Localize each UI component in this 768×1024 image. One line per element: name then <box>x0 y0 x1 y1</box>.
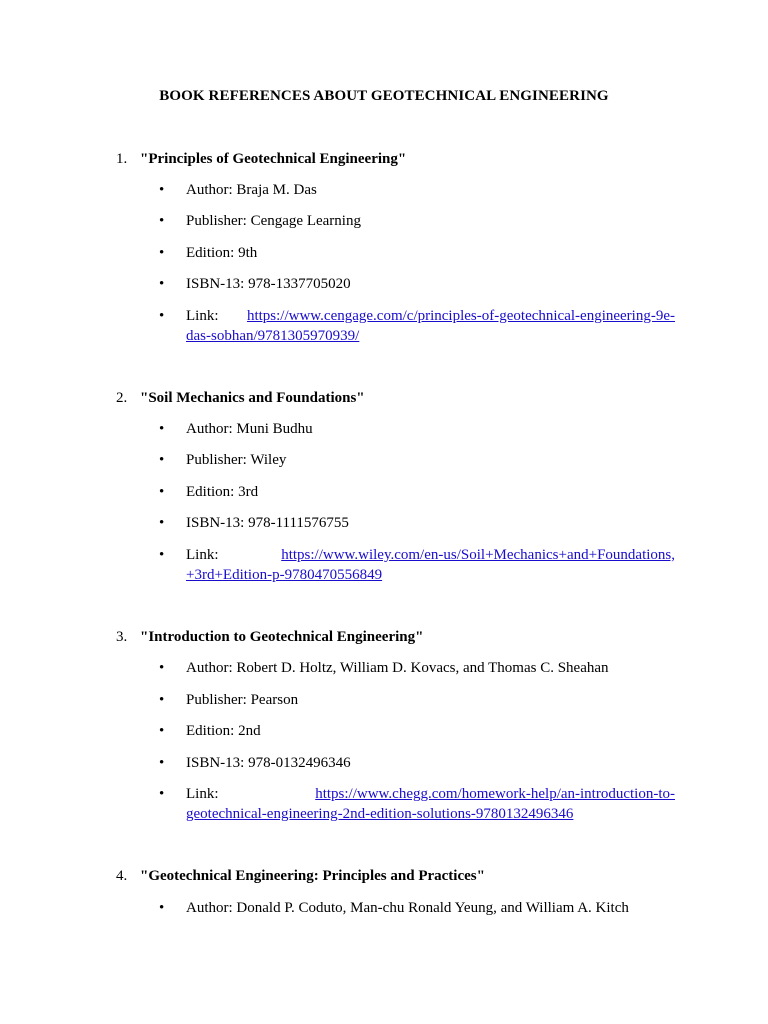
book-3-author: • Author: Robert D. Holtz, William D. Kovacs, and Thomas C. Sheahan <box>159 660 609 676</box>
bullet-icon: • <box>159 213 165 229</box>
book-heading-3 <box>116 627 423 647</box>
bullet-icon: • <box>159 660 165 676</box>
book-3-link-url-continued[interactable]: geotechnical-engineering-2nd-edition-solutions-9780132496346 <box>186 806 574 822</box>
book-2-author: • Author: Muni Budhu <box>159 421 313 437</box>
book-title: "Principles of Geotechnical Engineering" <box>140 151 407 167</box>
book-3-link-url[interactable]: https://www.chegg.com/homework-help/an-introduction-to- <box>315 786 675 802</box>
bullet-icon: • <box>159 723 165 739</box>
book-1-link <box>159 306 675 346</box>
book-title: "Introduction to Geotechnical Engineering" <box>140 629 424 645</box>
book-2-link-url[interactable]: https://www.wiley.com/en-us/Soil+Mechanics+and+Foundations, <box>281 547 675 563</box>
book-number: 3. <box>116 629 128 645</box>
bullet-icon: • <box>159 547 165 563</box>
book-2-publisher: • Publisher: Wiley <box>159 452 287 468</box>
bullet-icon: • <box>159 900 165 916</box>
book-4-author: • Author: Donald P. Coduto, Man-chu Ronald Yeung, and William A. Kitch <box>159 900 629 916</box>
bullet-icon: • <box>159 484 165 500</box>
book-2-edition: • Edition: 3rd <box>159 484 259 500</box>
book-number: 4. <box>116 868 128 884</box>
bullet-icon: • <box>159 308 165 324</box>
book-1-link-url[interactable]: https://www.cengage.com/c/principles-of-geotechnical-engineering-9e- <box>246 308 675 324</box>
book-2-link-url-continued[interactable]: +3rd+Edition-p-9780470556849 <box>186 567 383 583</box>
link-label: Link: <box>186 547 219 563</box>
bullet-icon: • <box>159 755 165 771</box>
bullet-icon: • <box>159 452 165 468</box>
book-number: 1. <box>116 151 128 167</box>
link-label: Link: <box>186 786 219 802</box>
bullet-icon: • <box>159 515 165 531</box>
bullet-icon: • <box>159 182 165 198</box>
bullet-icon: • <box>159 421 165 437</box>
book-heading-1 <box>116 149 406 169</box>
book-3-edition: • Edition: 2nd <box>159 723 261 739</box>
book-3-publisher: • Publisher: Pearson <box>159 692 299 708</box>
book-2-link <box>159 545 675 585</box>
book-1-edition: • Edition: 9th <box>159 245 258 261</box>
book-number: 2. <box>116 390 128 406</box>
book-3-link <box>159 784 675 824</box>
book-1-link-url-continued[interactable]: das-sobhan/9781305970939/ <box>186 328 360 344</box>
link-label: Link: <box>186 308 219 324</box>
bullet-icon: • <box>159 276 165 292</box>
book-3-isbn: • ISBN-13: 978-0132496346 <box>159 755 351 771</box>
book-1-isbn: • ISBN-13: 978-1337705020 <box>159 276 351 292</box>
book-heading-2 <box>116 388 365 408</box>
book-2-isbn: • ISBN-13: 978-1111576755 <box>159 515 349 531</box>
book-title: "Soil Mechanics and Foundations" <box>140 390 365 406</box>
bullet-icon: • <box>159 245 165 261</box>
book-title: "Geotechnical Engineering: Principles and Practices" <box>140 868 485 884</box>
book-heading-4 <box>116 866 485 886</box>
document-title: BOOK REFERENCES ABOUT GEOTECHNICAL ENGINEERING <box>159 88 609 104</box>
bullet-icon: • <box>159 786 165 802</box>
bullet-icon: • <box>159 692 165 708</box>
book-1-publisher: • Publisher: Cengage Learning <box>159 213 361 229</box>
book-1-author: • Author: Braja M. Das <box>159 182 317 198</box>
